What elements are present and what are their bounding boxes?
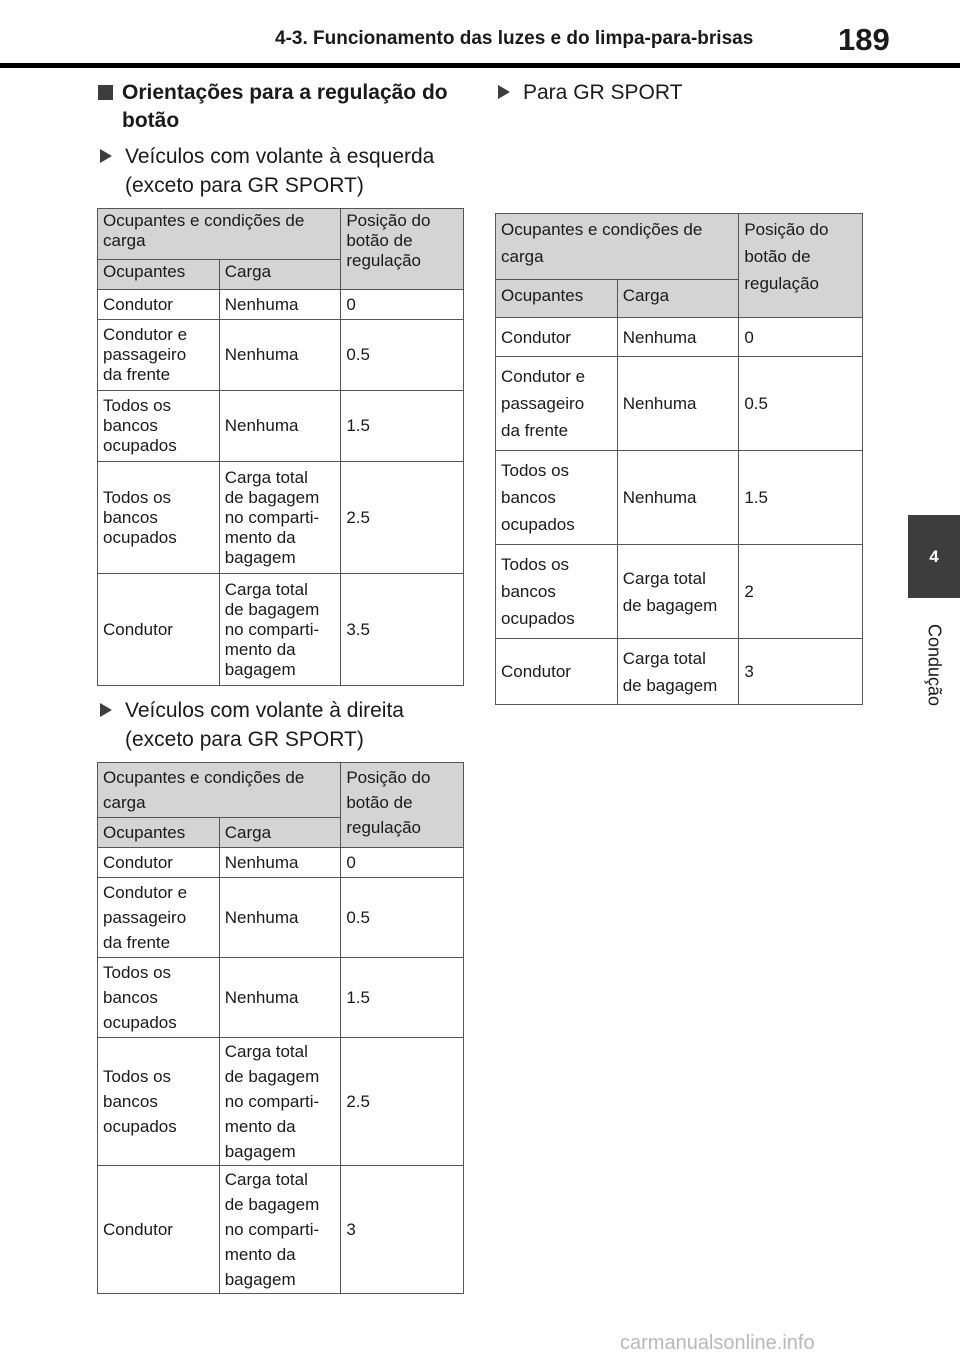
table-row (98, 878, 464, 958)
cell-occupants: Condutor (98, 848, 220, 878)
header-knob-position: Posição do botão de regulação (739, 214, 863, 318)
header-load: Carga (219, 260, 341, 290)
header-occupants-conditions: Ocupantes e condições de carga (98, 763, 341, 818)
cell-position: 2 (739, 545, 863, 639)
header-rule (0, 63, 960, 68)
cell-position: 1.5 (739, 451, 863, 545)
cell-occupants: Todos os bancos ocupados (98, 462, 220, 574)
triangle-bullet-icon (100, 149, 112, 163)
table-row (98, 320, 464, 391)
cell-occupants: Condutor (98, 1166, 220, 1294)
cell-position: 2.5 (341, 462, 464, 574)
table-left-hand-drive (97, 208, 464, 686)
cell-occupants: Todos os bancos ocupados (98, 958, 220, 1038)
table-row (496, 451, 863, 545)
table-row (98, 462, 464, 574)
header-load: Carga (617, 280, 739, 318)
cell-load: Carga total de bagagem (617, 545, 739, 639)
cell-position: 2.5 (341, 1038, 464, 1166)
cell-load: Nenhuma (617, 451, 739, 545)
table-gr-sport (495, 213, 863, 705)
cell-position: 0 (341, 848, 464, 878)
header-load: Carga (219, 818, 341, 848)
subheading-right-hand-drive: Veículos com volante à direita (exceto para GR SPORT) (100, 696, 470, 754)
subheading-gr-sport: Para GR SPORT (498, 78, 868, 107)
cell-occupants: Todos os bancos ocupados (496, 451, 618, 545)
table-row (496, 318, 863, 357)
table-row (496, 639, 863, 705)
watermark: carmanualsonline.info (620, 1332, 815, 1354)
square-bullet-icon (98, 85, 113, 100)
cell-load: Nenhuma (219, 958, 341, 1038)
triangle-bullet-icon (100, 703, 112, 717)
cell-occupants: Condutor (496, 639, 618, 705)
table-right-hand-drive (97, 762, 464, 1294)
cell-occupants: Condutor (98, 574, 220, 686)
table-row (98, 391, 464, 462)
triangle-bullet-icon (498, 85, 510, 99)
cell-position: 0.5 (739, 357, 863, 451)
header-occupants: Ocupantes (98, 260, 220, 290)
cell-position: 3 (341, 1166, 464, 1294)
cell-load: Nenhuma (617, 357, 739, 451)
cell-position: 0 (739, 318, 863, 357)
header-occupants-conditions: Ocupantes e condições de carga (98, 209, 341, 260)
table-row (98, 1038, 464, 1166)
cell-occupants: Condutor e passageiro da frente (496, 357, 618, 451)
cell-position: 3.5 (341, 574, 464, 686)
table-row (98, 848, 464, 878)
page-number: 189 (838, 22, 890, 57)
cell-load: Carga total de bagagem no comparti- mento da bagagem (219, 462, 341, 574)
cell-load: Nenhuma (219, 391, 341, 462)
chapter-name: Condução (924, 623, 945, 707)
cell-load: Carga total de bagagem no comparti- mento da bagagem (219, 1166, 341, 1294)
subheading-left-hand-drive: Veículos com volante à esquerda (exceto para GR SPORT) (100, 142, 470, 200)
cell-load: Nenhuma (219, 878, 341, 958)
section-heading (98, 79, 478, 135)
header-occupants: Ocupantes (98, 818, 220, 848)
chapter-label (908, 610, 960, 720)
cell-occupants: Condutor e passageiro da frente (98, 320, 220, 391)
cell-load: Nenhuma (617, 318, 739, 357)
table-row (98, 290, 464, 320)
running-header-title: 4-3. Funcionamento das luzes e do limpa-para-brisas (275, 28, 754, 49)
cell-position: 3 (739, 639, 863, 705)
cell-position: 0.5 (341, 320, 464, 391)
table-row (98, 958, 464, 1038)
cell-occupants: Condutor (98, 290, 220, 320)
cell-load: Nenhuma (219, 848, 341, 878)
cell-load: Carga total de bagagem no comparti- mento da bagagem (219, 1038, 341, 1166)
cell-occupants: Todos os bancos ocupados (496, 545, 618, 639)
table-row (496, 357, 863, 451)
cell-occupants: Todos os bancos ocupados (98, 391, 220, 462)
chapter-tab: 4 (908, 515, 960, 598)
cell-load: Carga total de bagagem (617, 639, 739, 705)
cell-occupants: Todos os bancos ocupados (98, 1038, 220, 1166)
cell-position: 0 (341, 290, 464, 320)
cell-load: Carga total de bagagem no comparti- mento da bagagem (219, 574, 341, 686)
cell-load: Nenhuma (219, 320, 341, 391)
table-row (98, 1166, 464, 1294)
cell-position: 0.5 (341, 878, 464, 958)
section-heading-text: Orientações para a regulação do botão (122, 81, 448, 132)
table-row (496, 545, 863, 639)
table-row (98, 574, 464, 686)
header-knob-position: Posição do botão de regulação (341, 209, 464, 290)
header-knob-position: Posição do botão de regulação (341, 763, 464, 848)
cell-load: Nenhuma (219, 290, 341, 320)
cell-position: 1.5 (341, 391, 464, 462)
header-occupants-conditions: Ocupantes e condições de carga (496, 214, 739, 280)
cell-occupants: Condutor e passageiro da frente (98, 878, 220, 958)
cell-occupants: Condutor (496, 318, 618, 357)
header-occupants: Ocupantes (496, 280, 618, 318)
cell-position: 1.5 (341, 958, 464, 1038)
